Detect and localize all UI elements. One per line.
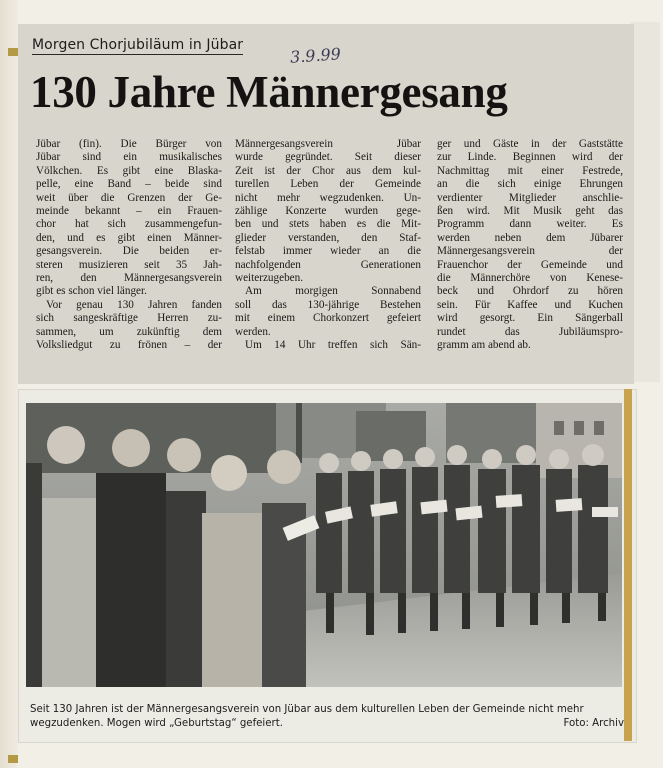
article-line: Jübar (fin). Die Bürger von xyxy=(36,138,222,150)
article-line: Um 14 Uhr treffen sich Sän- xyxy=(245,339,421,352)
article-line: wird gesorgt. Ein Sängerball xyxy=(437,312,623,325)
article-line: gesangsverein. Die beiden er- xyxy=(36,245,222,258)
article-line: weit über die Grenzen der Ge- xyxy=(36,191,222,204)
article-column-3 xyxy=(437,138,623,353)
article-line: felstab immer wieder an die xyxy=(235,245,421,258)
article-line: sich sangeskräftige Herren zu- xyxy=(36,312,222,325)
article-line: turellen Leben der Gemeinde xyxy=(235,178,421,191)
article-line: beck und Ohrdorf zu hören xyxy=(437,285,623,298)
article-line: nachfolgenden Generationen xyxy=(235,258,421,271)
choir-photo-illustration xyxy=(26,403,622,687)
article-line: mit einem Chorkonzert gefeiert xyxy=(235,312,421,325)
article-line: pelle, eine Band – beide sind xyxy=(36,178,222,191)
article-line: Jübar sind ein musikalisches xyxy=(36,151,222,164)
left-margin-tick xyxy=(8,755,18,763)
article-line: werden neben dem Jübarer xyxy=(437,231,623,244)
article-line: gramm am abend ab. xyxy=(437,339,531,352)
article-line: ben und stets haben es die Mit- xyxy=(235,218,421,231)
article-line: chor hat sich zusammengefun- xyxy=(36,218,222,231)
article-line: Vor genau 130 Jahren fanden xyxy=(46,298,222,311)
photo-accent-rule xyxy=(624,389,632,741)
left-margin-strip xyxy=(0,0,18,768)
article-line: den, und es gibt einen Männer- xyxy=(36,231,222,244)
article-line: soll das 130-jährige Bestehen xyxy=(235,298,421,311)
article-line: zur Linde. Beginnen wird der xyxy=(437,151,623,164)
article-column-1 xyxy=(36,138,222,353)
article-kicker: Morgen Chorjubiläum in Jübar xyxy=(32,37,244,53)
article-line: Am morgigen Sonnabend xyxy=(245,285,421,298)
article-line: sein. Für Kaffee und Kuchen xyxy=(437,298,623,311)
article-line: zählige Konzerte wurden gege- xyxy=(235,205,421,218)
article-line: gibt es schon viel länger. xyxy=(36,285,147,298)
article-line: meinde bekannt – ein Frauen- xyxy=(36,205,222,218)
choir-photo xyxy=(26,403,622,687)
article-line: ßen wird. Mit Musik geht das xyxy=(437,205,623,218)
article-line: glieder verstanden, den Staf- xyxy=(235,231,421,244)
article-line: verdienter Mitglieder anschlie- xyxy=(437,191,623,204)
article-line: steren musizieren seit 35 Jah- xyxy=(36,258,222,271)
article-line: Männergesangsverein Jübar xyxy=(235,138,421,150)
article-headline: 130 Jahre Männergesang xyxy=(30,67,508,117)
article-column-2 xyxy=(235,138,421,353)
article-line: Programm dann weiter. Es xyxy=(437,218,623,231)
article-line: Zeit ist der Chor aus dem kul- xyxy=(235,164,421,177)
article-line: rundet das Jubiläumspro- xyxy=(437,325,623,338)
article-line: ren, den Männergesangsverein xyxy=(36,272,222,285)
article-line: ger und Gäste in der Gaststätte xyxy=(437,138,623,150)
article-line: die Männerchöre von Kenese- xyxy=(437,272,623,285)
article-line: Volksliedgut zu frönen – der xyxy=(36,339,222,352)
article-line: Frauenchor der Gemeinde und xyxy=(437,258,623,271)
left-margin-tick xyxy=(8,48,18,56)
article-line: Nachmittag mit einer Festrede, xyxy=(437,164,623,177)
article-line: sammen, um zukünftig dem xyxy=(36,325,222,338)
article-line: Männergesangsverein der xyxy=(437,245,623,258)
article-line: an die sich einige Ehrungen xyxy=(437,178,623,191)
article-line: Völkchen. Es gibt eine Blaska- xyxy=(36,164,222,177)
photo-caption xyxy=(30,703,624,731)
photo-credit: Foto: Archiv xyxy=(563,718,624,729)
caption-line: Seit 130 Jahren ist der Männergesangsverein von Jübar aus dem kulturellen Leben der Gemeinde nicht mehr xyxy=(30,704,584,715)
article-line: werden. xyxy=(235,325,271,338)
article-line: nicht mehr wegzudenken. Un- xyxy=(235,191,421,204)
handwritten-date: 3.9.99 xyxy=(289,44,342,67)
clipping-shadow xyxy=(630,22,660,382)
article-line: wurde gegründet. Seit dieser xyxy=(235,151,421,164)
caption-line: wegzudenken. Mogen wird „Geburtstag“ gefeiert. xyxy=(30,718,283,729)
article-line: weiterzugeben. xyxy=(235,272,304,285)
